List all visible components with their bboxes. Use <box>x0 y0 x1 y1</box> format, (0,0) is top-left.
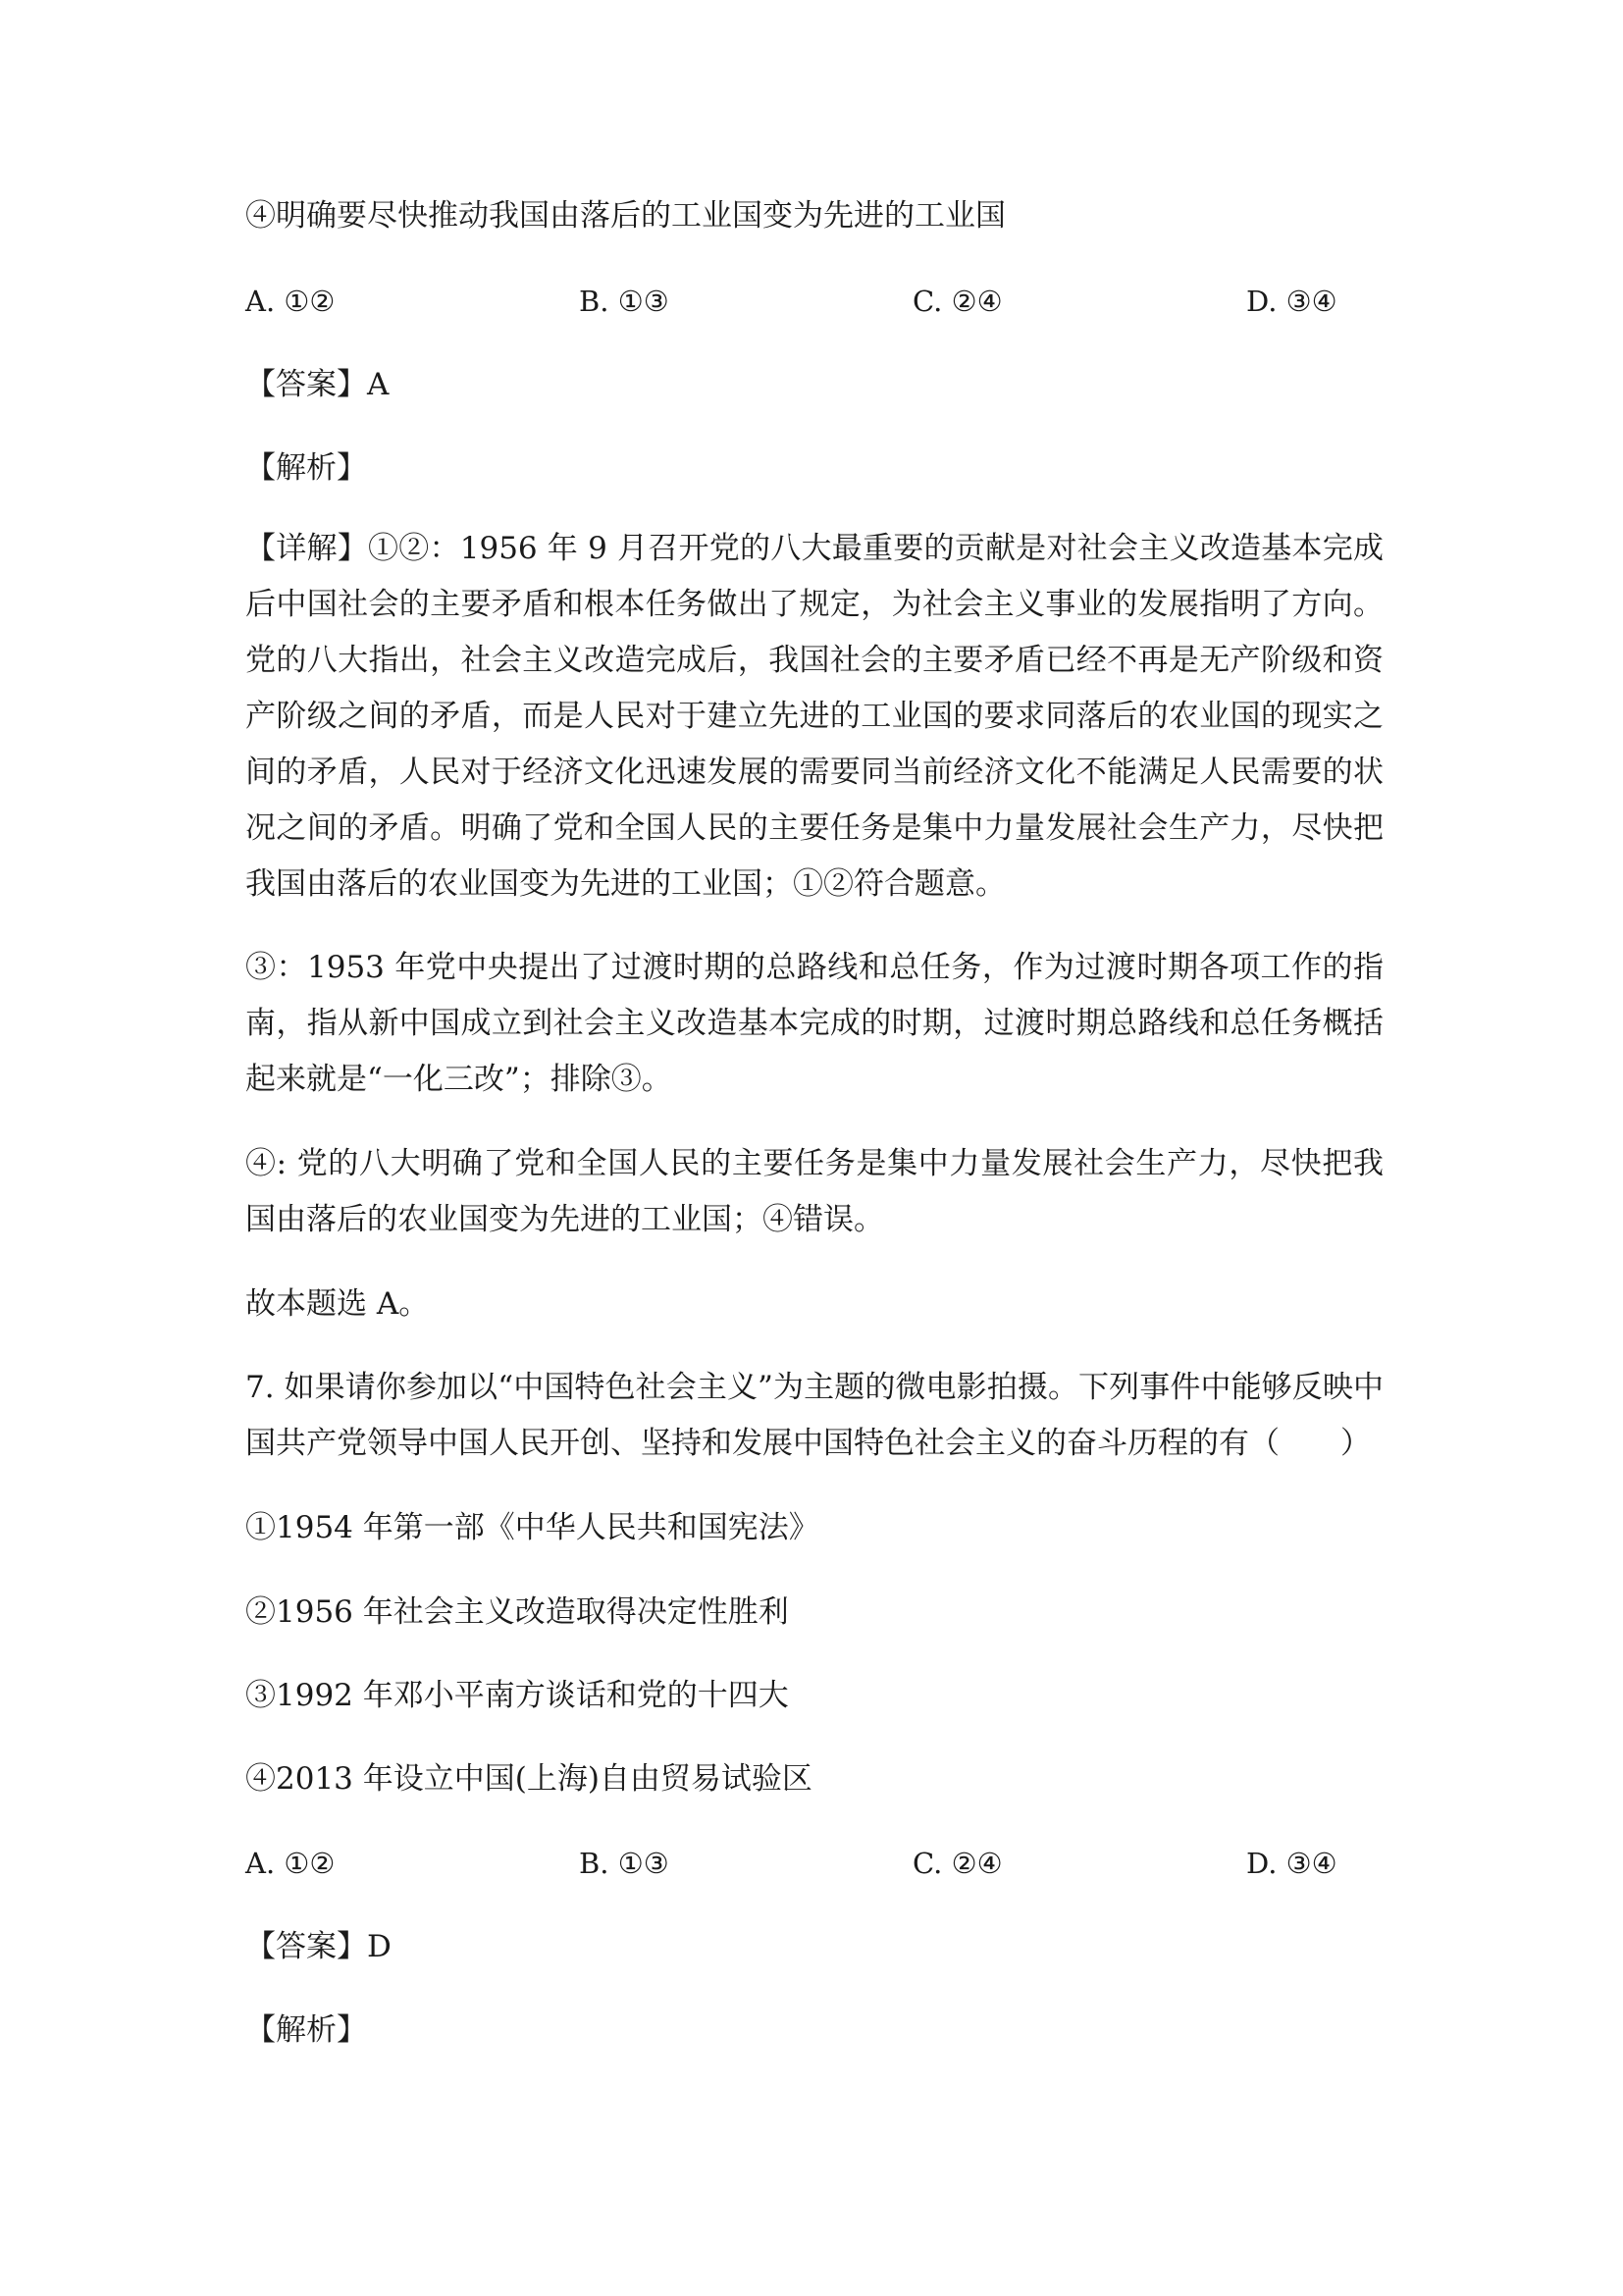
q7-option-b: B. ①③ <box>579 1847 669 1880</box>
q7-item-2: ②1956 年社会主义改造取得决定性胜利 <box>245 1594 789 1630</box>
q7-option-a: A. ①② <box>245 1847 336 1880</box>
q6-option-c: C. ②④ <box>913 285 1003 318</box>
q6-item-4: ④明确要尽快推动我国由落后的工业国变为先进的工业国 <box>245 198 1006 234</box>
q7-answer: 【答案】D <box>245 1929 392 1964</box>
q6-detail-paragraph-1: 【详解】①②：1956 年 9 月召开党的八大最重要的贡献是对社会主义改造基本完成后中国社会的主要矛盾和根本任务做出了规定，为社会主义事业的发展指明了方向。党的八大指出，社会主义改造完成后，我国社会的主要矛盾已经不再是无产阶级和资产阶级之间的矛盾，而是人民对于建立先进的工业国的要求同落后的农业国的现实之间的矛盾，人民对于经济文化迅速发展的需要同当前经济文化不能满足人民需要的状况之间的矛盾。明确了党和全国人民的主要任务是集中力量发展社会生产力，尽快把我国由落后的农业国变为先进的工业国；①②符合题意。 <box>245 531 1384 902</box>
q7-stem: 7. 如果请你参加以“中国特色社会主义”为主题的微电影拍摄。下列事件中能够反映中国共产党领导中国人民开创、坚持和发展中国特色社会主义的奋斗历程的有（ ） <box>245 1370 1384 1461</box>
q6-option-d: D. ③④ <box>1246 285 1337 318</box>
q7-option-c: C. ②④ <box>913 1847 1003 1880</box>
q6-detail-paragraph-2: ③：1953 年党中央提出了过渡时期的总路线和总任务，作为过渡时期各项工作的指南，指从新中国成立到社会主义改造基本完成的时期，过渡时期总路线和总任务概括起来就是“一化三改”；排除③。 <box>245 950 1384 1097</box>
q7-item-4: ④2013 年设立中国(上海)自由贸易试验区 <box>245 1761 812 1797</box>
q6-option-a: A. ①② <box>245 285 336 318</box>
q6-analysis-label: 【解析】 <box>245 450 367 486</box>
q7-analysis-label: 【解析】 <box>245 2012 367 2048</box>
q6-detail-paragraph-3: ④: 党的八大明确了党和全国人民的主要任务是集中力量发展社会生产力，尽快把我国由落后的农业国变为先进的工业国；④错误。 <box>245 1146 1384 1237</box>
q7-item-1: ①1954 年第一部《中华人民共和国宪法》 <box>245 1510 819 1545</box>
q6-answer: 【答案】A <box>245 367 390 402</box>
q7-item-3: ③1992 年邓小平南方谈话和党的十四大 <box>245 1678 789 1713</box>
q7-option-d: D. ③④ <box>1246 1847 1337 1880</box>
q6-option-b: B. ①③ <box>579 285 669 318</box>
q6-conclusion: 故本题选 A。 <box>245 1286 430 1322</box>
